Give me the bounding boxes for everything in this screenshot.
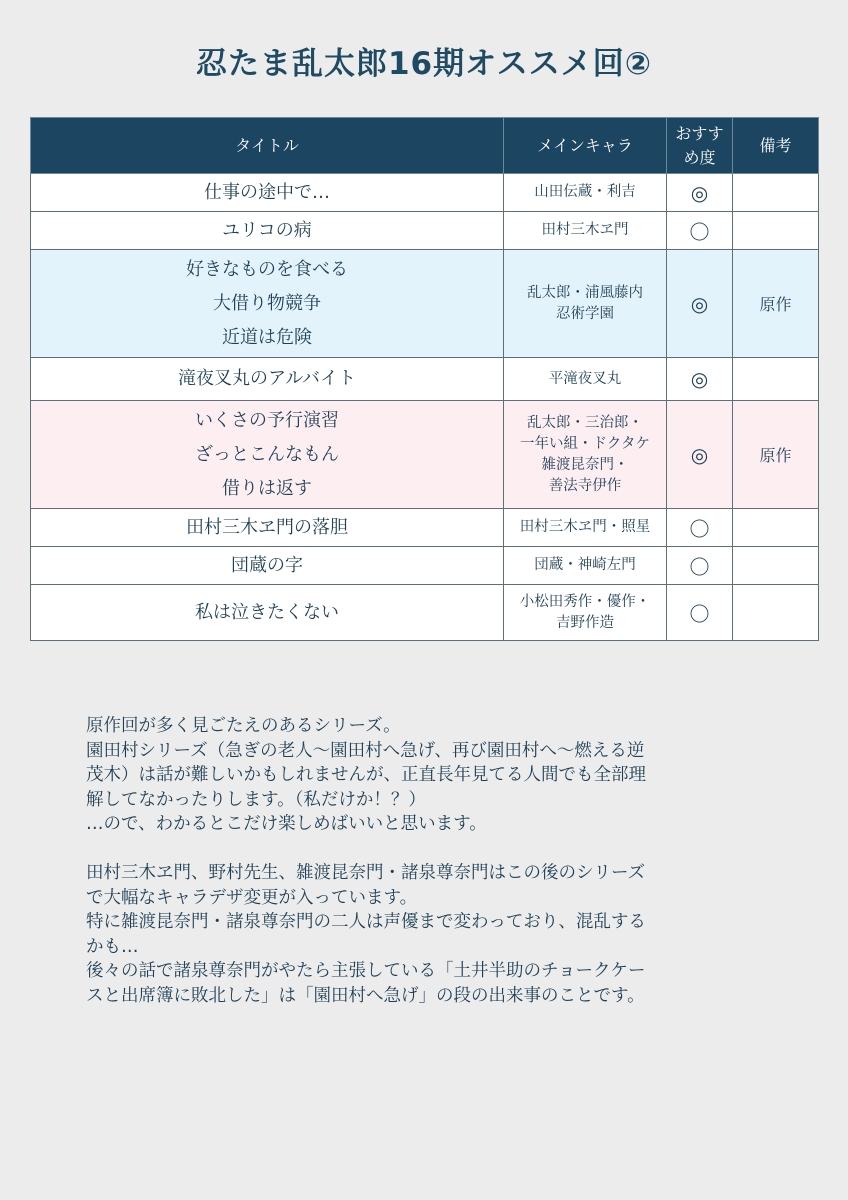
commentary-text — [86, 714, 776, 1008]
chara-name: 忍術学園 — [556, 305, 614, 322]
chara-name: 小松田秀作・優作・ — [519, 593, 651, 610]
episode-cell — [31, 358, 504, 401]
note-cell — [733, 509, 819, 547]
episode-title: 借りは返す — [222, 477, 312, 499]
header-title: タイトル — [31, 118, 504, 174]
chara-name: 田村三木ヱ門 — [541, 222, 629, 238]
episode-title: 仕事の途中で… — [204, 181, 330, 203]
episode-cell — [31, 547, 504, 585]
table-row — [31, 174, 819, 212]
note-cell: 原作 — [733, 250, 819, 358]
recommendation-table — [30, 117, 819, 641]
commentary-line: 解してなかったりします。（私だけか！？） — [86, 789, 426, 810]
commentary-line: で大幅なキャラデザ変更が入っています。 — [86, 887, 418, 908]
episode-title: 田村三木ヱ門の落胆 — [186, 516, 348, 538]
table-row — [31, 250, 819, 358]
rating-mark: ◎ — [667, 358, 733, 401]
table-row — [31, 547, 819, 585]
episode-cell — [31, 585, 504, 641]
chara-name: 平滝夜叉丸 — [548, 370, 622, 387]
header-rating — [667, 118, 733, 174]
commentary-line: 園田村シリーズ（急ぎの老人～園田村へ急げ、再び園田村へ～燃える逆 — [86, 740, 645, 761]
note-cell — [733, 585, 819, 641]
episode-cell — [31, 174, 504, 212]
episode-cell — [31, 509, 504, 547]
rating-mark: 〇 — [667, 212, 733, 250]
rating-mark: 〇 — [667, 547, 733, 585]
header-rating-line: おすす — [675, 124, 724, 144]
chara-name: 乱太郎・三治郎・ — [527, 414, 643, 431]
main-chara-cell — [504, 401, 667, 509]
main-chara-cell — [504, 547, 667, 585]
table-row — [31, 585, 819, 641]
episode-title: 団蔵の字 — [231, 554, 303, 576]
commentary-line: かも… — [86, 936, 139, 957]
chara-name: 善法寺伊作 — [548, 477, 622, 494]
header-main-chara: メインキャラ — [504, 118, 667, 174]
blank-line — [86, 837, 776, 862]
chara-name: 田村三木ヱ門・照星 — [519, 519, 651, 535]
table-row — [31, 509, 819, 547]
note-cell — [733, 358, 819, 401]
episode-cell — [31, 250, 504, 358]
commentary-line: 茂木）は話が難しいかもしれませんが、正直長年見てる人間でも全部理 — [86, 765, 646, 785]
note-cell — [733, 174, 819, 212]
chara-name: 雑渡昆奈門・ — [541, 456, 629, 473]
commentary-line: 田村三木ヱ門、野村先生、雑渡昆奈門・諸泉尊奈門はこの後のシリーズ — [86, 863, 646, 883]
chara-name: 山田伝蔵・利吉 — [534, 184, 636, 200]
episode-cell — [31, 212, 504, 250]
main-chara-cell — [504, 509, 667, 547]
rating-mark: ◎ — [667, 401, 733, 509]
chara-name: 一年い組・ドクタケ — [520, 435, 650, 452]
episode-cell — [31, 401, 504, 509]
main-chara-cell — [504, 250, 667, 358]
header-rating-line: め度 — [683, 147, 716, 167]
rating-mark: 〇 — [667, 585, 733, 641]
main-chara-cell — [504, 358, 667, 401]
main-chara-cell — [504, 174, 667, 212]
table-header-row — [31, 118, 819, 174]
main-chara-cell — [504, 212, 667, 250]
episode-title: 好きなものを食べる — [186, 258, 348, 280]
rating-mark: 〇 — [667, 509, 733, 547]
commentary-line: …ので、わかるとこだけ楽しめばいいと思います。 — [86, 814, 487, 834]
episode-title: 私は泣きたくない — [195, 601, 339, 623]
chara-name: 乱太郎・浦風藤内 — [527, 284, 643, 301]
commentary-line: 後々の話で諸泉尊奈門がやたら主張している「土井半助のチョークケー — [86, 961, 646, 981]
table-body — [31, 174, 819, 641]
table-row — [31, 212, 819, 250]
episode-title: 滝夜叉丸のアルバイト — [177, 368, 357, 389]
page-title: 忍たま乱太郎16期オススメ回② — [195, 46, 653, 82]
rating-mark: ◎ — [667, 174, 733, 212]
table-row — [31, 401, 819, 509]
header-notes: 備考 — [733, 118, 819, 174]
note-cell — [733, 547, 819, 585]
main-chara-cell — [504, 585, 667, 641]
note-cell: 原作 — [733, 401, 819, 509]
commentary-line: 原作回が多く見ごたえのあるシリーズ。 — [86, 716, 401, 736]
commentary-line: 特に雑渡昆奈門・諸泉尊奈門の二人は声優まで変わっており、混乱する — [86, 912, 646, 932]
commentary-line: スと出席簿に敗北した」は「園田村へ急げ」の段の出来事のことです。 — [86, 985, 645, 1006]
episode-title: いくさの予行演習 — [195, 409, 339, 431]
episode-title: ユリコの病 — [222, 219, 312, 241]
table-row — [31, 358, 819, 401]
episode-title: 大借り物競争 — [213, 292, 321, 314]
rating-mark: ◎ — [667, 250, 733, 358]
episode-title: 近道は危険 — [222, 326, 312, 348]
chara-name: 吉野作造 — [556, 614, 614, 631]
episode-title: ざっとこんなもん — [195, 443, 339, 465]
chara-name: 団蔵・神崎左門 — [534, 557, 636, 573]
note-cell — [733, 212, 819, 250]
